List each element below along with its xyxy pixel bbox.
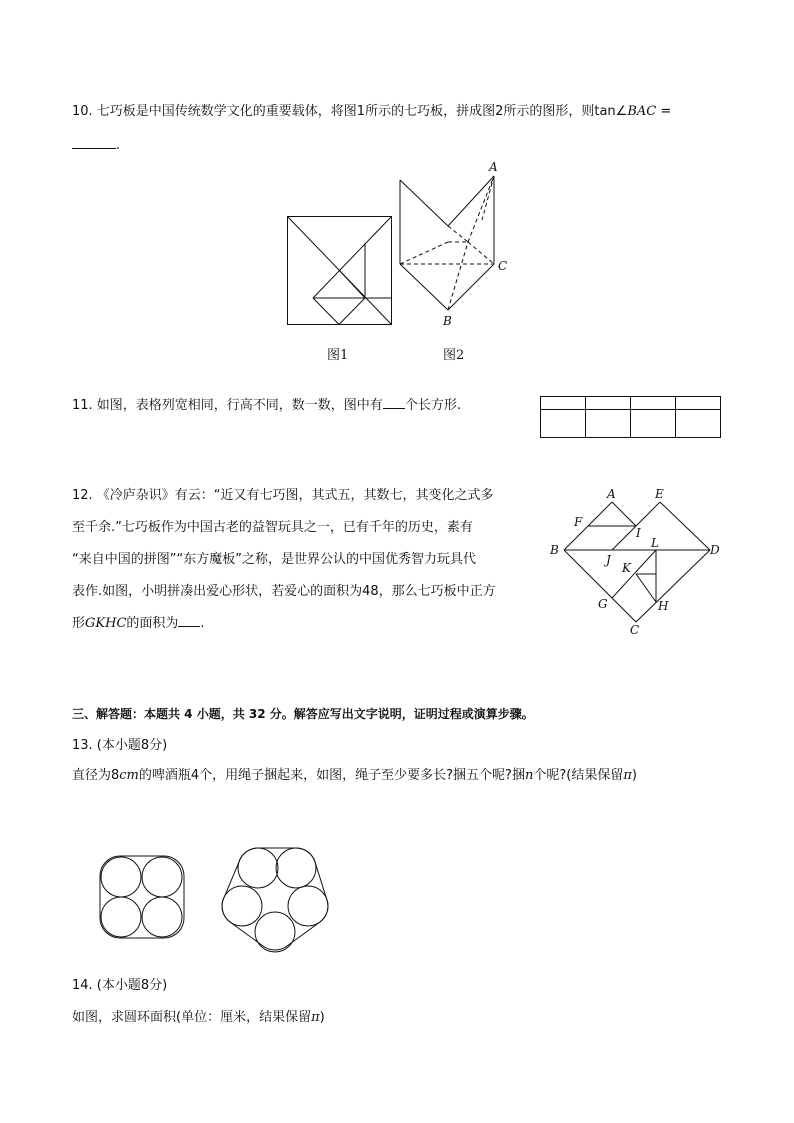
q10-label-C: C: [498, 259, 508, 273]
q11-tail: 个长方形.: [404, 398, 461, 413]
q12-square-name: GKHC: [85, 616, 127, 631]
q13-five-bottles-figure: [220, 846, 332, 954]
q12-line5-c: .: [200, 616, 205, 631]
q12-line2: 至千余.”七巧板作为中国古老的益智玩具之一，已有千年的历史，素有: [72, 520, 473, 535]
q13-title: 13. (本小题8分): [72, 738, 168, 753]
q12-line1: 12. 《冷庐杂识》有云：“近又有七巧图，其式五，其数七，其变化之式多: [72, 488, 494, 503]
q10-tail: .: [116, 138, 121, 153]
q13-text: [72, 766, 637, 786]
q12-line5-b: 的面积为: [126, 616, 179, 631]
q12-label-B: B: [550, 543, 559, 557]
q10-text: [72, 102, 671, 122]
q10-stem: 10. 七巧板是中国传统数学文化的重要载体，将图1所示的七巧板，拼成图2所示的图形，则tan∠: [72, 104, 628, 119]
q13-text-d: ): [631, 768, 637, 783]
q13-text-b: 的啤酒瓶4个，用绳子捆起来，如图，绳子至少要多长?捆五个呢?捆: [138, 768, 525, 783]
q14-title: 14. (本小题8分): [72, 978, 168, 993]
q10-answer-blank: [72, 134, 116, 149]
q12-label-J: J: [606, 553, 611, 567]
q13-var-n: n: [524, 768, 534, 783]
q13-four-bottles-figure: [98, 854, 186, 940]
q12-line3: “来自中国的拼图”“东方魔板”之称，是世界公认的中国优秀智力玩具代: [72, 552, 476, 567]
q10-label-B: B: [443, 314, 452, 328]
q12-line5-a: 形: [72, 616, 86, 631]
q10-figure1-tangram: [287, 216, 393, 326]
q10-figure2: [398, 160, 518, 330]
q12-label-D: D: [710, 543, 720, 557]
q12-label-A: A: [607, 487, 616, 501]
q12-label-I: I: [636, 526, 641, 540]
q13-text-c: 个呢?(结果保留: [533, 768, 624, 783]
q10-answer-line: [72, 134, 120, 156]
q11-answer-blank: [383, 394, 405, 409]
q12-label-H: H: [658, 599, 669, 613]
q14-pi: π: [311, 1010, 320, 1025]
q13-unit: cm: [119, 768, 139, 783]
fig1-caption: 图1: [327, 348, 349, 363]
q12-label-E: E: [655, 487, 664, 501]
q13-pi: π: [623, 768, 632, 783]
q11-table-figure: [540, 396, 721, 438]
q12-heart-figure: [550, 484, 730, 640]
q10-angle: BAC: [627, 104, 657, 119]
q10-eq: =: [656, 104, 672, 119]
q12-label-C: C: [630, 623, 640, 637]
q10-label-A: A: [489, 160, 498, 174]
q14-text-a: 如图，求圆环面积(单位：厘米，结果保留: [72, 1010, 312, 1025]
q14-text-b: ): [319, 1010, 325, 1025]
q12-line4: 表作.如图，小明拼凑出爱心形状，若爱心的面积为48，那么七巧板中正方: [72, 584, 496, 599]
q12-label-K: K: [622, 561, 631, 575]
q12-answer-blank: [178, 612, 200, 627]
section3-header: 三、解答题：本题共 4 小题，共 32 分。解答应写出文字说明，证明过程或演算步骤。: [72, 707, 534, 721]
q12-line5: [72, 612, 205, 634]
q11-stem: 11. 如图，表格列宽相同，行高不同，数一数，图中有: [72, 398, 383, 413]
q14-text: [72, 1008, 325, 1028]
fig2-caption: 图2: [443, 348, 465, 363]
q12-label-G: G: [598, 597, 608, 611]
q12-label-L: L: [651, 536, 659, 550]
q11-text: [72, 394, 461, 416]
q12-label-F: F: [574, 515, 583, 529]
q13-text-a: 直径为8: [72, 768, 120, 783]
